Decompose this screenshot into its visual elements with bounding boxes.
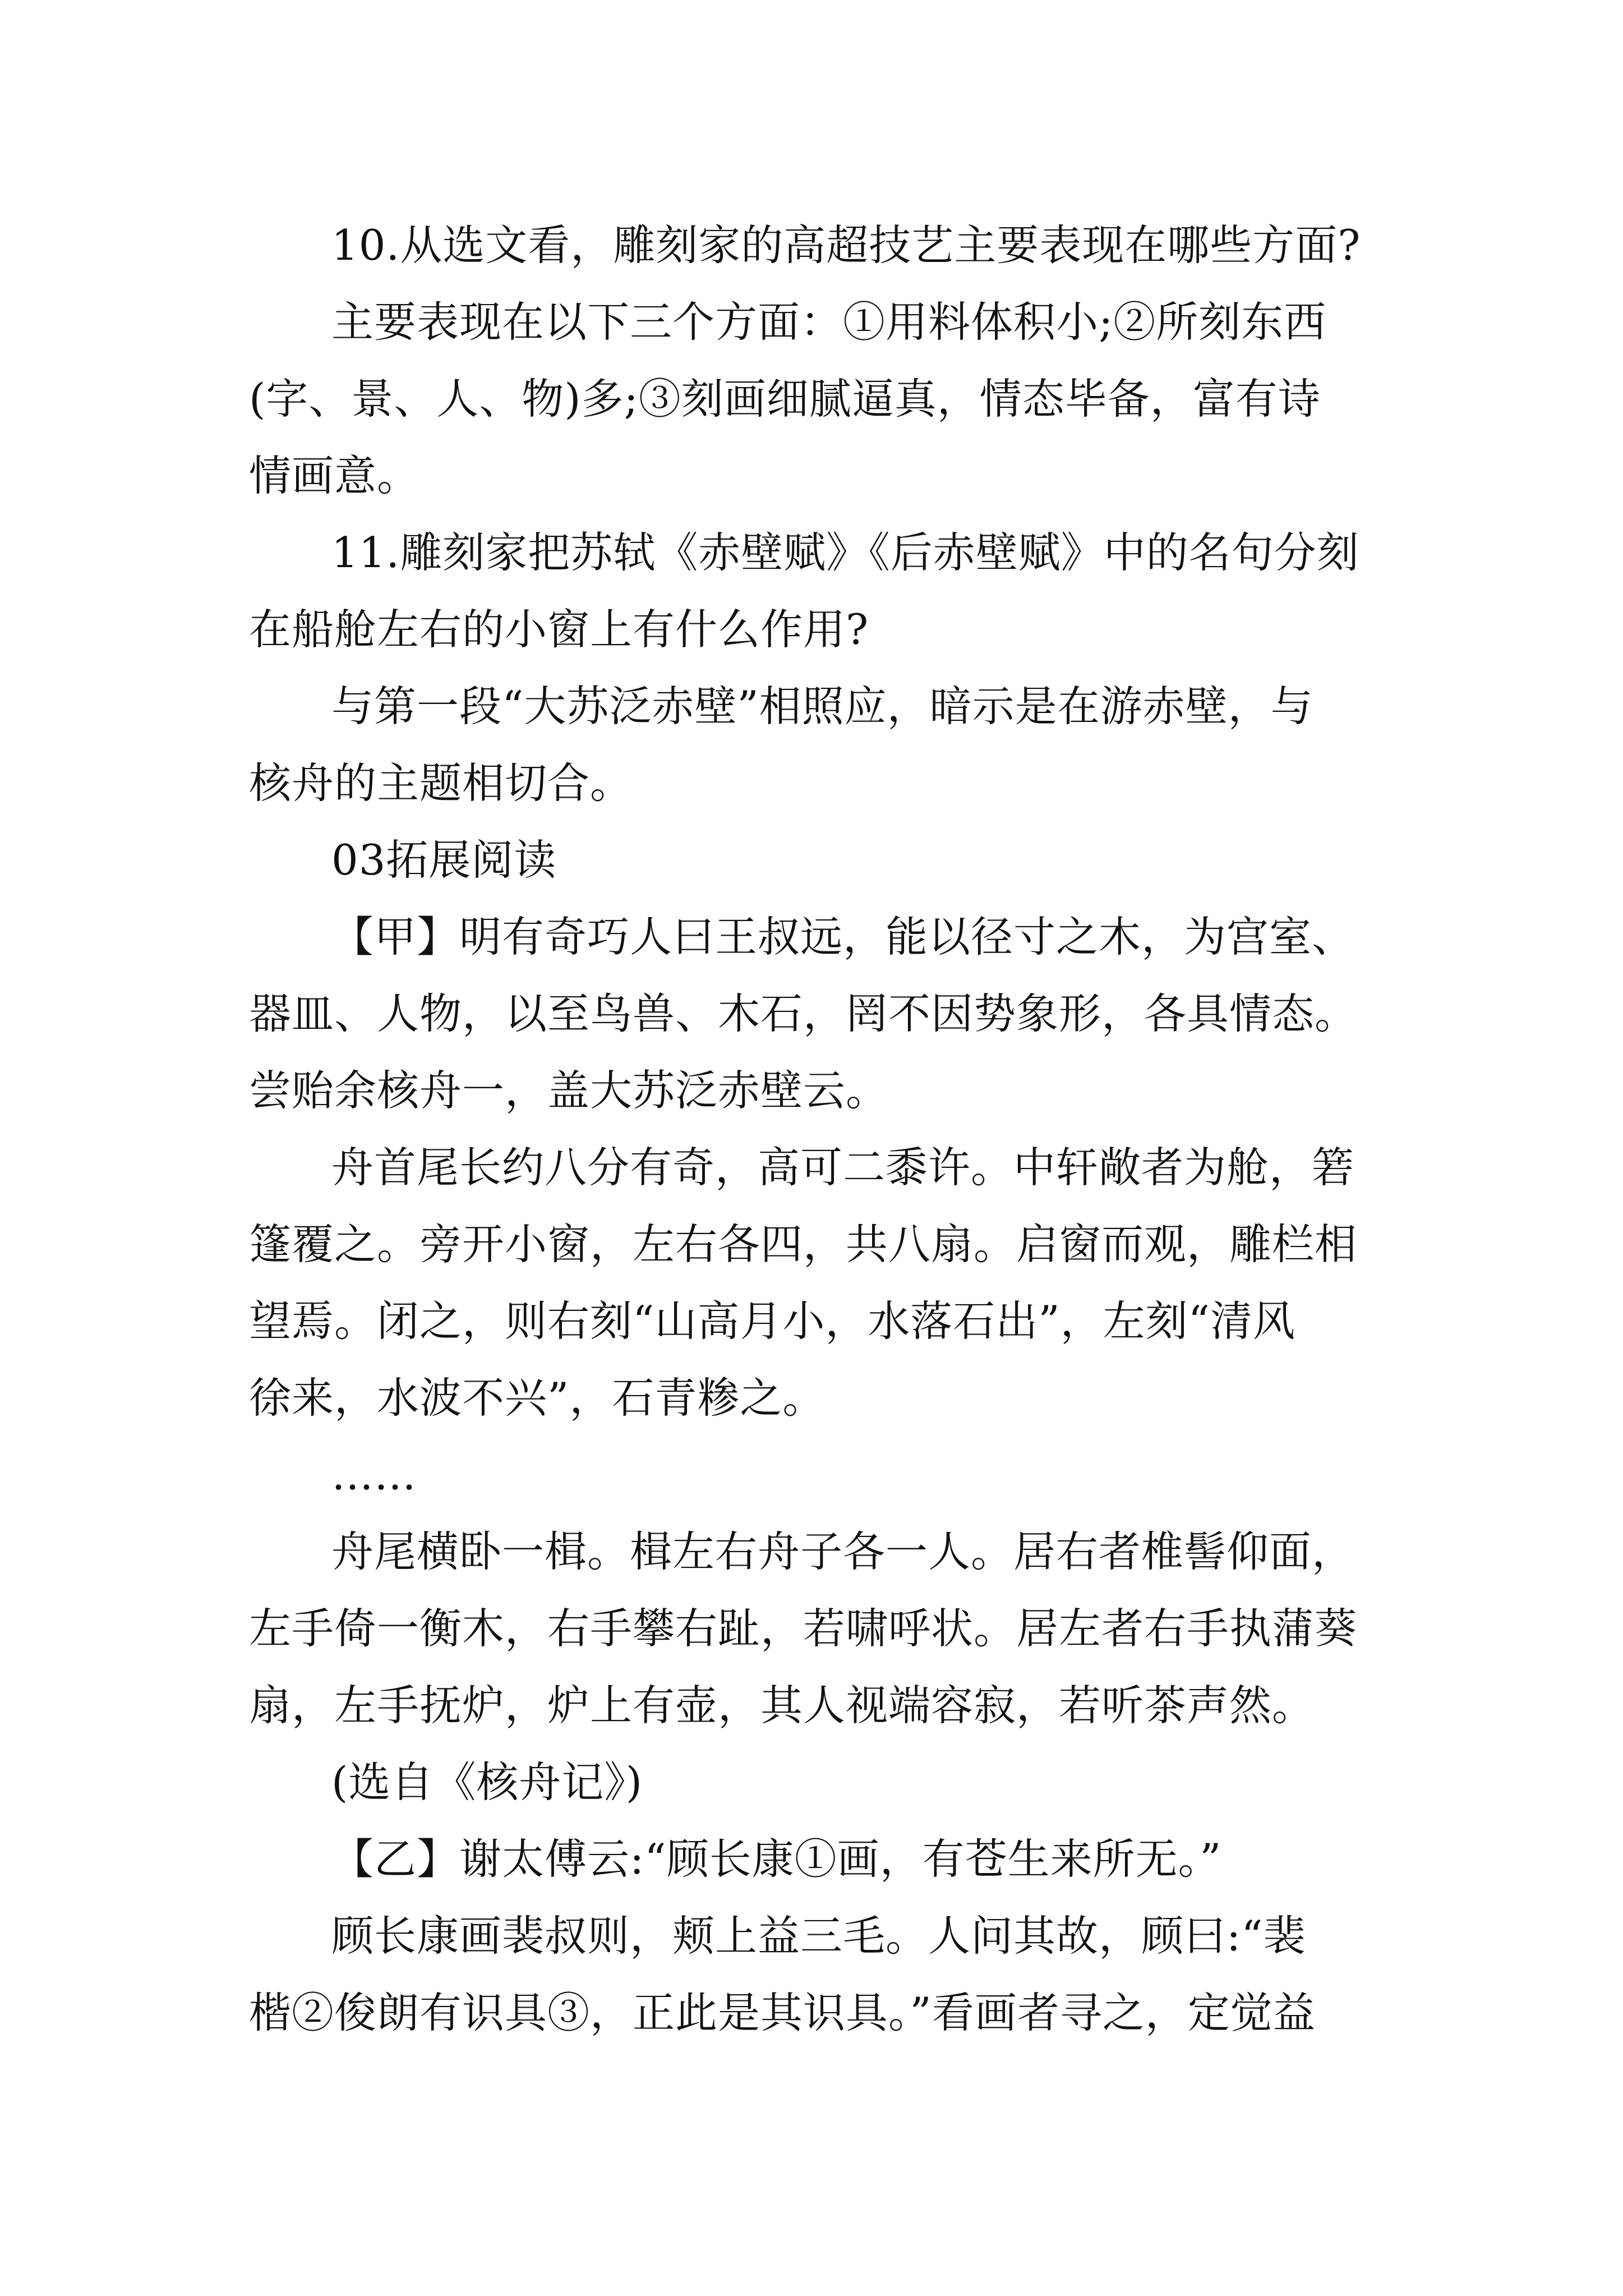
passage-jia-line-10: 扇，左手抚炉，炉上有壶，其人视端容寂，若听茶声然。	[249, 1681, 1315, 1730]
answer-10-line-3: 情画意。	[249, 451, 420, 500]
answer-10-line-2: (字、景、人、物)多;③刻画细腻逼真，情态毕备，富有诗	[249, 374, 1321, 424]
source-citation: (选自《核舟记》)	[331, 1757, 643, 1807]
passage-jia-line-2: 器皿、人物，以至鸟兽、木石，罔不因势象形，各具情态。	[249, 989, 1358, 1038]
passage-jia-line-4: 舟首尾长约八分有奇，高可二黍许。中轩敞者为舱，箬	[331, 1143, 1355, 1192]
answer-10-line-1: 主要表现在以下三个方面：①用料体积小;②所刻东西	[331, 297, 1327, 347]
passage-yi-line-1: 【乙】谢太傅云:“顾长康①画，有苍生来所无。”	[331, 1834, 1222, 1884]
passage-yi-line-3: 楷②俊朗有识具③，正此是其识具。”看画者寻之，定觉益	[249, 1988, 1316, 2037]
passage-jia-line-5: 篷覆之。旁开小窗，左右各四，共八扇。启窗而观，雕栏相	[249, 1220, 1358, 1269]
answer-11-line-1: 与第一段“大苏泛赤壁”相照应，暗示是在游赤壁，与	[331, 682, 1313, 731]
ellipsis: ……	[331, 1450, 417, 1499]
section-heading: 03拓展阅读	[331, 835, 557, 885]
passage-jia-line-7: 徐来，水波不兴”，石青糁之。	[249, 1373, 826, 1423]
passage-jia-line-6: 望焉。闭之，则右刻“山高月小，水落石出”，左刻“清风	[249, 1296, 1296, 1346]
passage-jia-line-1: 【甲】明有奇巧人曰王叔远，能以径寸之木，为宫室、	[331, 912, 1355, 961]
answer-11-line-2: 核舟的主题相切合。	[249, 758, 633, 808]
question-10: 10.从选文看，雕刻家的高超技艺主要表现在哪些方面?	[331, 220, 1361, 270]
passage-yi-line-2: 顾长康画裴叔则，颊上益三毛。人问其故，顾曰:“裴	[331, 1911, 1306, 1961]
question-11-line-1: 11.雕刻家把苏轼《赤壁赋》《后赤壁赋》中的名句分刻	[331, 528, 1359, 577]
passage-jia-line-9: 左手倚一衡木，右手攀右趾，若啸呼状。居左者右手执蒲葵	[249, 1604, 1358, 1653]
question-11-line-2: 在船舱左右的小窗上有什么作用?	[249, 605, 869, 654]
passage-jia-line-3: 尝贻余核舟一，盖大苏泛赤壁云。	[249, 1066, 889, 1115]
passage-jia-line-8: 舟尾横卧一楫。楫左右舟子各一人。居右者椎髻仰面，	[331, 1527, 1355, 1576]
